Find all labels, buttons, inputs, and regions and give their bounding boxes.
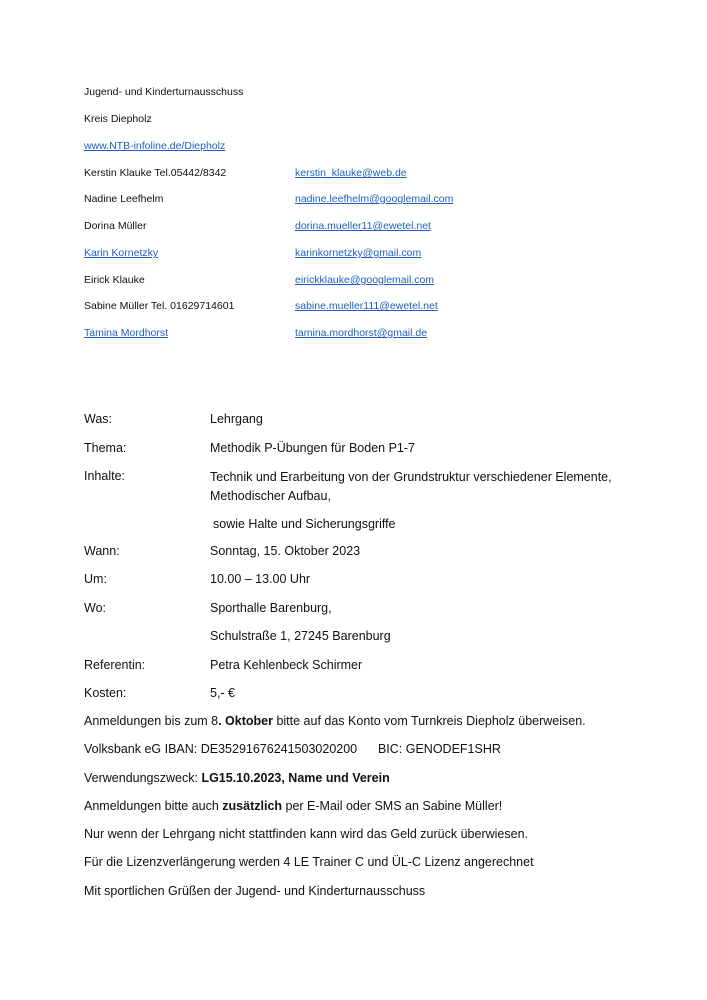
contact-email-link[interactable]: eirickklauke@googlemail.com: [295, 274, 435, 286]
website-link[interactable]: www.NTB-infoline.de/Diepholz: [84, 140, 226, 152]
contact-name: Dorina Müller: [84, 220, 147, 232]
contact-row: [84, 167, 684, 181]
contact-row: [84, 274, 684, 288]
contact-email-link[interactable]: tamina.mordhorst@gmail.de: [295, 327, 428, 339]
refund-line: Nur wenn der Lehrgang nicht stattfinden kann wird das Geld zurück überwiesen.: [84, 827, 529, 841]
was-value: Lehrgang: [210, 412, 263, 426]
wann-label: Wann:: [84, 544, 120, 558]
inhalte-value: Technik und Erarbeitung von der Grundstruktur verschiedener Elemente, Methodischer Aufbau,: [210, 470, 612, 503]
contact-name[interactable]: Tamina Mordhorst: [84, 327, 169, 339]
inhalte-value-2: sowie Halte und Sicherungsgriffe: [213, 517, 396, 531]
verwendungszweck-line: Verwendungszweck: LG15.10.2023, Name und Verein: [84, 771, 390, 785]
thema-value: Methodik P-Übungen für Boden P1-7: [210, 441, 415, 455]
um-label: Um:: [84, 572, 107, 586]
bank-line: Volksbank eG IBAN: DE35291676241503020200 BIC: GENODEF1SHR: [84, 742, 501, 756]
wo-label: Wo:: [84, 601, 106, 615]
inhalte-label: Inhalte:: [84, 469, 126, 483]
gruss-line: Mit sportlichen Grüßen der Jugend- und Kinderturnausschuss: [84, 884, 426, 898]
was-label: Was:: [84, 412, 113, 426]
kosten-value: 5,- €: [210, 686, 236, 700]
referentin-label: Referentin:: [84, 658, 146, 672]
contact-name: Nadine Leefhelm: [84, 193, 164, 205]
contact-row: [84, 247, 684, 261]
org-name: Jugend- und Kinderturnausschuss: [84, 86, 244, 98]
contact-row: [84, 220, 684, 234]
contact-email-link[interactable]: kerstin_klauke@web.de: [295, 167, 407, 179]
contact-name: Eirick Klauke: [84, 274, 145, 286]
contact-name: Kerstin Klauke Tel.05442/8342: [84, 167, 227, 179]
contact-row: [84, 327, 684, 341]
contact-name[interactable]: Karin Kornetzky: [84, 247, 159, 259]
kosten-label: Kosten:: [84, 686, 127, 700]
contact-name: Sabine Müller Tel. 01629714601: [84, 300, 235, 312]
lizenz-line: Für die Lizenzverlängerung werden 4 LE Trainer C und ÜL-C Lizenz angerechnet: [84, 855, 534, 869]
um-value: 10.00 – 13.00 Uhr: [210, 572, 311, 586]
contact-row: [84, 300, 684, 314]
wo-value: Sporthalle Barenburg,: [210, 601, 332, 615]
wann-value: Sonntag, 15. Oktober 2023: [210, 544, 361, 558]
contact-email-link[interactable]: dorina.mueller11@ewetel.net: [295, 220, 431, 232]
zusaetzlich-line: Anmeldungen bitte auch zusätzlich per E-Mail oder SMS an Sabine Müller!: [84, 799, 503, 813]
contact-email-link[interactable]: sabine.mueller111@ewetel.net: [295, 300, 438, 312]
contact-email-link[interactable]: nadine.leefhelm@googlemail.com: [295, 193, 454, 205]
district-name: Kreis Diepholz: [84, 113, 152, 125]
anmeldung-line: Anmeldungen bis zum 8. Oktober bitte auf das Konto vom Turnkreis Diepholz überweisen.: [84, 714, 586, 728]
wo-value-2: Schulstraße 1, 27245 Barenburg: [210, 629, 391, 643]
contact-row: [84, 193, 684, 207]
thema-label: Thema:: [84, 441, 127, 455]
referentin-value: Petra Kehlenbeck Schirmer: [210, 658, 363, 672]
contact-email-link[interactable]: karinkornetzky@gmail.com: [295, 247, 422, 259]
